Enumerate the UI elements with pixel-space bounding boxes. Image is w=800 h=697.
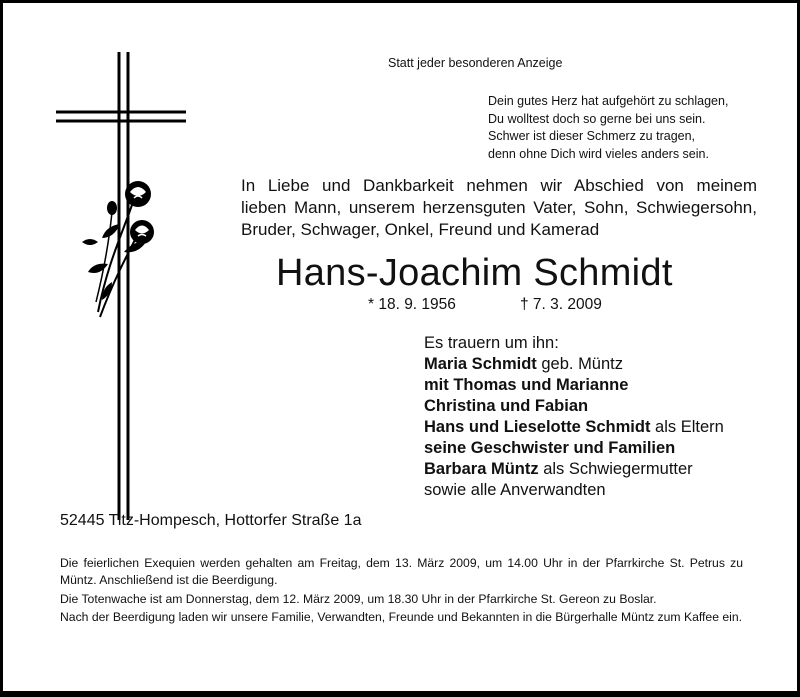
roses-icon — [38, 172, 168, 327]
poem-line: denn ohne Dich wird vieles anders sein. — [488, 146, 709, 161]
farewell-line: lieben Mann, unserem herzensguten Vater, Sohn, Schwiegersohn, — [241, 198, 757, 217]
mourner-line — [424, 480, 724, 501]
service-note: Die feierlichen Exequien werden gehalten am Freitag, dem 13. März 2009, um 14.00 Uhr in der Pfarrkirche St. Petrus zu Müntz. Anschließend ist die Beerdigung. — [60, 556, 743, 587]
mourners-heading: Es trauern um ihn: — [424, 334, 559, 352]
mourner-relation: als Eltern — [650, 418, 724, 436]
birth-date: * 18. 9. 1956 — [368, 296, 456, 313]
mourner-name: mit Thomas und Marianne — [424, 376, 629, 394]
mourner-name: Maria Schmidt — [424, 355, 537, 373]
mourner-line — [424, 459, 724, 480]
mourners-list — [424, 333, 724, 501]
mourner-line — [424, 354, 724, 375]
poem — [488, 93, 728, 163]
service-details — [60, 555, 743, 628]
mourner-line — [424, 417, 724, 438]
poem-line: Du wolltest doch so gerne bei uns sein. — [488, 111, 706, 126]
farewell-line: Bruder, Schwager, Onkel, Freund und Kamerad — [241, 220, 600, 239]
poem-line: Schwer ist dieser Schmerz zu tragen, — [488, 129, 696, 143]
farewell-text — [241, 175, 757, 241]
deceased-name: Hans-Joachim Schmidt — [276, 252, 673, 294]
death-date: † 7. 3. 2009 — [520, 296, 602, 313]
mourner-name: Barbara Müntz — [424, 460, 539, 478]
service-note: Die Totenwache ist am Donnerstag, dem 12. März 2009, um 18.30 Uhr in der Pfarrkirche St. Gereon zu Boslar. — [60, 591, 657, 606]
mourner-line — [424, 375, 724, 396]
poem-line: Dein gutes Herz hat aufgehört zu schlagen, — [488, 94, 729, 108]
service-note: Nach der Beerdigung laden wir unsere Familie, Verwandten, Freunde und Bekannten in die Bürgerhalle Müntz zum Kaffee ein. — [60, 610, 743, 625]
mourner-relation: als Schwiegermutter — [538, 460, 693, 478]
mourner-name: Christina und Fabian — [424, 397, 589, 415]
mourner-line — [424, 438, 724, 459]
mourner-name: Hans und Lieselotte Schmidt — [424, 418, 651, 436]
mourner-name: seine Geschwister und Familien — [424, 439, 676, 457]
family-address: 52445 Titz-Hompesch, Hottorfer Straße 1a — [60, 512, 362, 529]
farewell-line: In Liebe und Dankbarkeit nehmen wir Abschied von meinem — [241, 176, 757, 195]
mourner-relation: geb. Müntz — [536, 355, 623, 373]
mourner-line — [424, 396, 724, 417]
notice-header: Statt jeder besonderen Anzeige — [388, 56, 563, 70]
mourner-relation: sowie alle Anverwandten — [424, 481, 606, 499]
